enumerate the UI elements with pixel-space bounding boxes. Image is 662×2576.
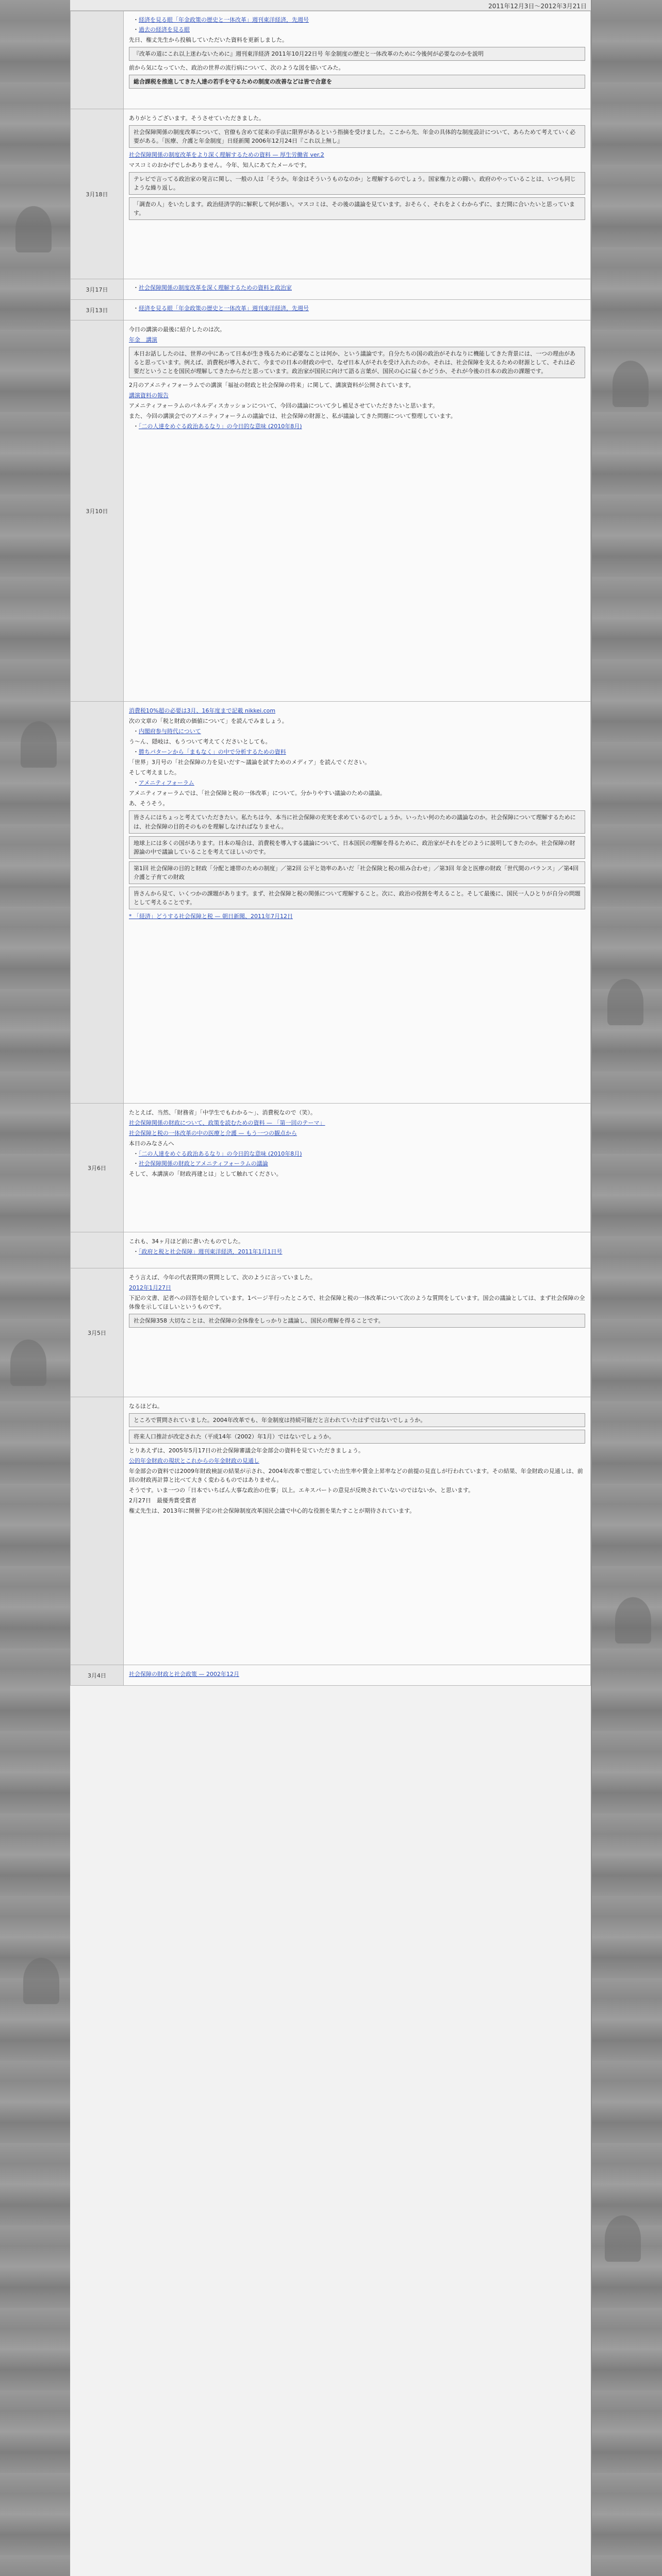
entry-date xyxy=(71,702,124,1104)
quote-box: 総合課税を推進してきた人達の若手を守るための制度の改善などは皆で合意を xyxy=(129,75,585,89)
tree-silhouette xyxy=(21,721,57,768)
entry-date: 3月4日 xyxy=(71,1665,124,1686)
text-link[interactable]: 社会保障関係の財政について、政策を読むための資料 — 「第一回のテーマ」 xyxy=(129,1120,325,1127)
entry-row xyxy=(71,1268,591,1397)
paragraph: そうです。いま一つの「日本でいちばん大事な政治の仕事」以上。エキスパートの意見が反映されていないのではないか、と思います。 xyxy=(129,1487,474,1494)
entry-body xyxy=(124,320,591,702)
text-link[interactable]: 社会保障関係の制度改革をより深く理解するための資料 — 厚生労働省 ver.2 xyxy=(129,151,324,159)
bullet-link[interactable]: 内閣府参与時代について xyxy=(139,728,201,735)
tree-silhouette xyxy=(607,979,643,1025)
quote-box: 社会保障関係の制度改革について、官僚も含めて従来の手法に限界があるという指摘を受けました。ここから先、年金の具体的な制度設計について、あらためて考えていく必要がある。「医療、介護と年金制度」日経新聞 2006年12月24日『これ以上無し』 xyxy=(129,125,585,148)
date-range-header xyxy=(70,0,591,11)
bullet-item xyxy=(139,1159,585,1168)
paragraph: 次の文章の「税と財政の価値について」を読んでみましょう。 xyxy=(129,718,288,725)
entry-body xyxy=(124,279,591,300)
bullet-link[interactable]: 「政府と税と社会保障」週刊東洋経済，2011年1月1日号 xyxy=(139,1248,283,1256)
paragraph: 「世界」3月号の「社会保障の力を見いだす〜議論を試すためのメディア」を読んでください。 xyxy=(129,759,371,766)
bullet-link[interactable]: 「二の人達をめぐる政治あるなり」の今日的な意味 (2010年8月) xyxy=(139,423,302,430)
entry-body xyxy=(124,1397,591,1665)
quote-box: 第1回 社会保障の目的と財政「分配と連帯のための制度」／第2回 公平と効率のあいだ「社会保険と税の組み合わせ」／第3回 年金と医療の財政「世代間のバランス」／第4回 介護と子育ての財政 xyxy=(129,861,585,884)
entry-date xyxy=(71,1397,124,1665)
paragraph: アメニティフォーラムでは、「社会保障と税の一体改革」について。分かりやすい議論のための議論。 xyxy=(129,790,386,797)
paragraph: とりあえずは、2005年5月17日の社会保障審議会年金部会の資料を見ていただきましょう。 xyxy=(129,1447,364,1454)
paragraph: 2月のアメニティフォーラムでの講演「福祉の財政と社会保障の将来」に関して、講演資料が公開されています。 xyxy=(129,382,415,389)
bullet-link[interactable]: 過去の経済を見る眼 xyxy=(139,26,190,33)
entry-date xyxy=(71,1232,124,1268)
bullet-link[interactable]: 社会保障関係の制度改革を深く理解するための資料と政治家 xyxy=(139,284,292,291)
entry-body xyxy=(124,702,591,1104)
left-decor-column xyxy=(0,0,70,2576)
bullet-item xyxy=(139,422,585,431)
paragraph: そして、本講演の「財政再建とは」として触れてください。 xyxy=(129,1171,282,1178)
paragraph: 2月27日 最優秀賞受賞者 xyxy=(129,1497,196,1504)
tree-silhouette xyxy=(15,206,52,252)
text-link[interactable]: 公的年金財政の現状とこれからの年金財政の見通し xyxy=(129,1458,259,1465)
entry-body xyxy=(124,300,591,320)
text-link[interactable]: 2012年1月27日 xyxy=(129,1284,171,1292)
entry-row xyxy=(71,1104,591,1232)
entry-row xyxy=(71,1665,591,1686)
bullet-item xyxy=(139,778,585,787)
bullet-link[interactable]: 社会保障関係の財政とアメニティフォーラムの議論 xyxy=(139,1160,268,1167)
right-decor-column xyxy=(592,0,662,2576)
bullet-link[interactable]: 経済を見る眼「年金政策の歴史と一体改革」週刊東洋経済，先週号 xyxy=(139,16,309,23)
date-range-text: 2011年12月3日〜2012年3月21日 xyxy=(488,3,587,10)
entry-date: 3月5日 xyxy=(71,1268,124,1397)
paragraph: 年金部会の資料では2009年財政検証の結果が示され、2004年改革で想定していた出生率や賃金上昇率などの前提の見直しが行われています。その結果、年金財政の見通しは、前回の財政再計算と比べて大きく変わるものではありません。 xyxy=(129,1468,583,1484)
entries-table xyxy=(70,11,591,1686)
entry-date: 3月18日 xyxy=(71,109,124,279)
quote-box: 社会保障358 大切なことは、社会保障の全体像をしっかりと議論し、国民の理解を得ることです。 xyxy=(129,1314,585,1328)
tree-silhouette xyxy=(10,1340,46,1386)
paragraph: 権丈先生は、2013年に開催予定の社会保障制度改革国民会議で中心的な役割を果たすことが期待されています。 xyxy=(129,1507,416,1515)
bullet-link[interactable]: 「二の人達をめぐる政治あるなり」の今日的な意味 (2010年8月) xyxy=(139,1150,302,1158)
tree-silhouette xyxy=(615,1597,651,1643)
bullet-item xyxy=(139,15,585,24)
paragraph: ありがとうございます。そうさせていただきました。 xyxy=(129,115,265,122)
entry-row xyxy=(71,300,591,320)
entry-body xyxy=(124,11,591,109)
bullet-item xyxy=(139,1247,585,1256)
bullet-item xyxy=(139,748,585,756)
entry-row xyxy=(71,109,591,279)
text-link[interactable]: 講演資料の報告 xyxy=(129,392,169,399)
paragraph: そして考えました。 xyxy=(129,769,180,776)
bullet-item xyxy=(139,283,585,292)
entry-date: 3月13日 xyxy=(71,300,124,320)
paragraph: たとえば、当然、「財務省」「中学生でもわかる〜」、消費税なので（笑）。 xyxy=(129,1109,316,1116)
entry-date xyxy=(71,11,124,109)
entry-row xyxy=(71,279,591,300)
entry-date: 3月10日 xyxy=(71,320,124,702)
tree-silhouette xyxy=(613,361,649,407)
text-link[interactable]: 社会保障の財政と社会政策 — 2002年12月 xyxy=(129,1671,239,1677)
paragraph: なるほどね。 xyxy=(129,1403,163,1410)
paragraph: 先日、権丈先生から投稿していただいた資料を更新しました。 xyxy=(129,37,288,44)
entry-row xyxy=(71,11,591,109)
entry-row xyxy=(71,702,591,1104)
quote-box: 「調査の人」をいたします。政治経済学的に解釈して何が悪い。マスコミは、その後の議論を見ています。おそらく、それをよくわからずに、まだ間に合いたいと思っています。 xyxy=(129,197,585,220)
quote-box: テレビで言ってる政治家の発言に関し、一般の人は「そうか。年金はそういうものなのか」と理解するのでしょう。国家権力との闘い。政府のやっていることは、いつも同じような繰り返し。 xyxy=(129,172,585,195)
entry-row xyxy=(71,320,591,702)
entry-row xyxy=(71,1232,591,1268)
quote-box: 皆さんにはちょっと考えていただきたい。私たちは今、本当に社会保障の充実を求めているのでしょうか。いったい何のための議論なのか。社会保障について理解するためには、社会保障の目的そのものを理解しなければなりません。 xyxy=(129,810,585,833)
paragraph: 前から気になっていた、政治の世界の流行病について、次のような図を描いてみた。 xyxy=(129,64,344,72)
paragraph: う〜ん、隠岐は、もうついて考えてくださいとしても。 xyxy=(129,738,271,745)
paragraph: 下記の文書、記者への回答を紹介しています。1ページ半行ったところで、社会保障と税の一体改革について次のような質問をしています。国会の議論としては、まず社会保障の全体像を示してほしいというものです。 xyxy=(129,1295,585,1311)
text-link[interactable]: * 「経済」どうする社会保障と税 — 朝日新聞、2011年7月12日 xyxy=(129,912,293,920)
entry-date: 3月6日 xyxy=(71,1104,124,1232)
entry-body xyxy=(124,1104,591,1232)
quote-box: 『改革の道にこれ以上迷わないために』週刊東洋経済 2011年10月22日号 年金制度の歴史と一体改革のために今後何が必要なのかを説明 xyxy=(129,47,585,61)
paragraph: アメニティフォーラムのパネルディスカッションについて、今回の議論について少し補足させていただきたいと思います。 xyxy=(129,402,439,410)
entry-body xyxy=(124,109,591,279)
bullet-item xyxy=(139,25,585,34)
paragraph: 本日のみなさんへ xyxy=(129,1140,174,1147)
quote-box: 地球上には多くの国があります。日本の場合は、消費税を導入する議論について、日本国民の理解を得るために、政治家がそれをどのように説明してきたのか。社会保障の財源論の中で議論していることを考えてほしいのです。 xyxy=(129,836,585,859)
paragraph: マスコミのおかげでしかありません。今年、知人にあてたメールです。 xyxy=(129,162,310,169)
entry-body xyxy=(124,1232,591,1268)
quote-box: 本日お話ししたのは、世界の中にあって日本が生き残るために必要なことは何か、という議論です。自分たちの国の政治がそれなりに機能してきた背景には、一つの理由があると思っています。例えば、消費税が導入されて、今までの日本の財政の中で、なぜ日本人がそれを受け入れたのか。それは、社会保障を支えるための財源として、それは必要だということを国民が理解してきたからだと思っています。政治家が国民に向けて語る言葉が、国民の心に届くかどうか、それが今後の日本の政治の課題です。 xyxy=(129,347,585,378)
tree-silhouette xyxy=(605,2215,641,2262)
text-link[interactable]: 消費税10%超の必要は3月、16年度まで記載 nikkei.com xyxy=(129,707,276,714)
bullet-item xyxy=(139,304,585,313)
bullet-item xyxy=(139,727,585,736)
quote-box: 将来人口推計が改定された（平成14年（2002）年1月）ではないでしょうか。 xyxy=(129,1430,585,1444)
entry-date: 3月17日 xyxy=(71,279,124,300)
entry-row xyxy=(71,1397,591,1665)
quote-box: ところで質問されていました。2004年改革でも、年金制度は持続可能だと言われていたはずではないでしょうか。 xyxy=(129,1413,585,1427)
paragraph: 今日の講演の最後に紹介したのは次。 xyxy=(129,326,225,333)
paragraph: また、今回の講演会でのアメニティフォーラムの議論では、社会保障の財源と、私が議論してきた問題について整理しています。 xyxy=(129,413,456,420)
paragraph: これも、34ヶ月ほど前に書いたものでした。 xyxy=(129,1238,244,1245)
bullet-link[interactable]: 経済を見る眼「年金政策の歴史と一体改革」週刊東洋経済，先週号 xyxy=(139,305,309,312)
bullet-item xyxy=(139,1149,585,1158)
paragraph: そう言えば、今年の代表質問の質問として、次のように言っていました。 xyxy=(129,1274,316,1281)
entry-body xyxy=(124,1268,591,1397)
entry-body xyxy=(124,1665,591,1686)
text-link[interactable]: 年金 講演 xyxy=(129,336,157,344)
quote-box: 皆さんから見て、いくつかの課題があります。まず、社会保障と税の関係について理解すること。次に、政治の役割を考えること。そして最後に、国民一人ひとりが自分の問題として考えることです。 xyxy=(129,887,585,909)
tree-silhouette xyxy=(23,1958,59,2004)
bullet-link[interactable]: 勝ちパターンから「まもなく」の中で分析するための資料 xyxy=(139,749,286,756)
text-link[interactable]: 社会保障と税の一体改革の中の医療と介護 — もう一つの観点から xyxy=(129,1130,297,1137)
paragraph: あ、そうそう。 xyxy=(129,800,169,807)
bullet-link[interactable]: アメニティフォーラム xyxy=(139,779,194,787)
blog-page xyxy=(70,0,591,2576)
